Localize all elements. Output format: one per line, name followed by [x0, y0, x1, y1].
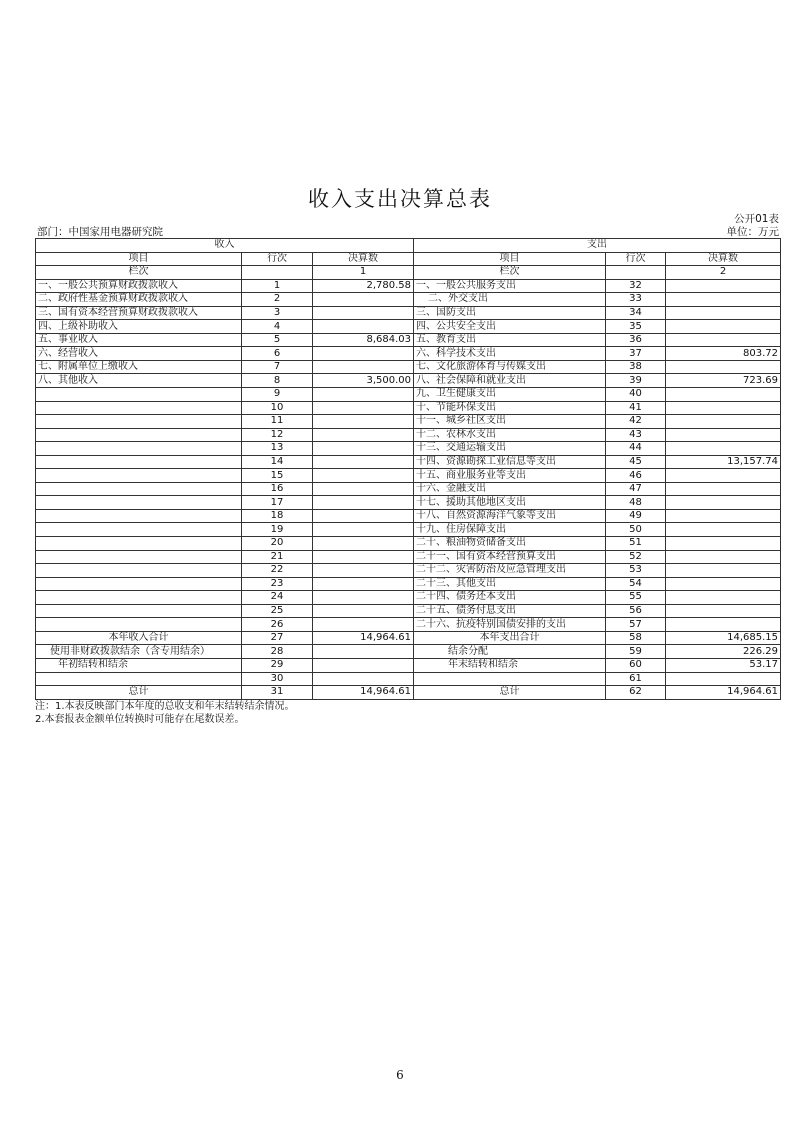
table-row [36, 523, 781, 537]
table-row [36, 320, 781, 334]
income-amount-cell [313, 645, 414, 659]
expense-column-label: 栏次 [414, 266, 606, 280]
table-row [36, 469, 781, 483]
expense-line-cell: 49 [606, 509, 666, 523]
income-line-cell: 8 [242, 374, 313, 388]
expense-item-cell: 总计 [414, 686, 606, 700]
expense-line-cell: 33 [606, 293, 666, 307]
income-line-cell: 10 [242, 401, 313, 415]
income-item-cell: 五、事业收入 [36, 333, 242, 347]
expense-line-cell: 43 [606, 428, 666, 442]
table-row [36, 360, 781, 374]
expense-item-cell: 二十三、其他支出 [414, 577, 606, 591]
expense-amount-cell [666, 293, 781, 307]
expense-amount-cell: 723.69 [666, 374, 781, 388]
expense-line-cell: 45 [606, 455, 666, 469]
column-index-row [36, 266, 781, 280]
expense-item-cell: 本年支出合计 [414, 631, 606, 645]
income-amount-cell [313, 523, 414, 537]
expense-amount-cell [666, 388, 781, 402]
income-item-cell [36, 455, 242, 469]
table-row [36, 401, 781, 415]
income-amount-cell [313, 388, 414, 402]
income-amount-cell [313, 537, 414, 551]
empty-cell [242, 266, 313, 280]
expense-line-cell: 53 [606, 564, 666, 578]
expense-item-cell: 九、卫生健康支出 [414, 388, 606, 402]
income-amount-cell [313, 672, 414, 686]
table-row [36, 591, 781, 605]
expense-amount-cell [666, 333, 781, 347]
income-amount-cell [313, 591, 414, 605]
expense-line-cell: 47 [606, 482, 666, 496]
expense-amount-cell [666, 415, 781, 429]
table-row [36, 428, 781, 442]
expense-line-cell: 58 [606, 631, 666, 645]
note-line: 注：1.本表反映部门本年度的总收支和年末结转结余情况。 [35, 701, 295, 712]
income-item-cell [36, 428, 242, 442]
expense-amount-cell [666, 482, 781, 496]
expense-amount-cell [666, 401, 781, 415]
income-item-cell: 本年收入合计 [36, 631, 242, 645]
expense-amount-cell [666, 618, 781, 632]
income-item-cell [36, 550, 242, 564]
expense-amount-cell [666, 469, 781, 483]
expense-line-cell: 48 [606, 496, 666, 510]
income-line-cell: 27 [242, 631, 313, 645]
income-line-cell: 21 [242, 550, 313, 564]
income-line-cell: 14 [242, 455, 313, 469]
total-row [36, 658, 781, 672]
income-line-cell: 31 [242, 686, 313, 700]
table-row [36, 604, 781, 618]
income-amount-cell: 14,964.61 [313, 686, 414, 700]
expense-item-cell: 三、国防支出 [414, 306, 606, 320]
income-amount-cell [313, 577, 414, 591]
table-row [36, 279, 781, 293]
income-item-cell [36, 401, 242, 415]
income-amount-cell [313, 482, 414, 496]
income-line-header: 行次 [242, 252, 313, 266]
income-item-cell [36, 415, 242, 429]
income-item-cell: 年初结转和结余 [36, 658, 242, 672]
expense-line-cell: 37 [606, 347, 666, 361]
expense-line-cell: 57 [606, 618, 666, 632]
table-row [36, 293, 781, 307]
expense-item-cell: 二十一、国有资本经营预算支出 [414, 550, 606, 564]
income-item-cell [36, 523, 242, 537]
table-row [36, 442, 781, 456]
expense-item-cell: 二十六、抗疫特别国债安排的支出 [414, 618, 606, 632]
expense-amount-cell [666, 306, 781, 320]
expense-item-cell: 五、教育支出 [414, 333, 606, 347]
department-label: 部门：中国家用电器研究院 [37, 226, 163, 238]
expense-amount-cell [666, 279, 781, 293]
expense-item-cell: 年末结转和结余 [414, 658, 606, 672]
expense-item-cell: 十二、农林水支出 [414, 428, 606, 442]
expense-item-cell: 二十五、债务付息支出 [414, 604, 606, 618]
expense-column-index: 2 [666, 266, 781, 280]
income-item-cell: 总计 [36, 686, 242, 700]
expense-amount-cell: 14,685.15 [666, 631, 781, 645]
income-amount-cell [313, 401, 414, 415]
column-header-row [36, 252, 781, 266]
expense-amount-header: 决算数 [666, 252, 781, 266]
income-expense-table [35, 238, 781, 700]
expense-line-cell: 52 [606, 550, 666, 564]
table-row [36, 333, 781, 347]
income-amount-cell [313, 469, 414, 483]
expense-item-cell: 结余分配 [414, 645, 606, 659]
total-row [36, 631, 781, 645]
expense-line-cell: 59 [606, 645, 666, 659]
income-line-cell: 13 [242, 442, 313, 456]
income-item-header: 项目 [36, 252, 242, 266]
expense-item-cell: 十五、商业服务业等支出 [414, 469, 606, 483]
expense-line-cell: 54 [606, 577, 666, 591]
table-row [36, 618, 781, 632]
income-item-cell [36, 618, 242, 632]
income-amount-cell [313, 509, 414, 523]
empty-cell [606, 266, 666, 280]
income-item-cell [36, 591, 242, 605]
expense-amount-cell [666, 360, 781, 374]
unit-label: 单位：万元 [726, 226, 779, 238]
income-item-cell: 使用非财政拨款结余（含专用结余） [36, 645, 242, 659]
expense-amount-cell: 13,157.74 [666, 455, 781, 469]
expense-line-cell: 32 [606, 279, 666, 293]
income-item-cell [36, 482, 242, 496]
income-item-cell: 二、政府性基金预算财政拨款收入 [36, 293, 242, 307]
income-amount-cell: 2,780.58 [313, 279, 414, 293]
section-header-row [36, 239, 781, 253]
income-line-cell: 11 [242, 415, 313, 429]
expense-line-cell: 39 [606, 374, 666, 388]
income-item-cell: 六、经营收入 [36, 347, 242, 361]
expense-line-cell: 62 [606, 686, 666, 700]
expense-amount-cell [666, 509, 781, 523]
income-amount-cell [313, 306, 414, 320]
income-amount-cell [313, 320, 414, 334]
income-item-cell [36, 672, 242, 686]
expense-item-cell: 十一、城乡社区支出 [414, 415, 606, 429]
page-title: 收入支出决算总表 [308, 187, 492, 211]
expense-line-cell: 60 [606, 658, 666, 672]
expense-item-cell: 六、科学技术支出 [414, 347, 606, 361]
table-row [36, 482, 781, 496]
income-item-cell: 一、一般公共预算财政拨款收入 [36, 279, 242, 293]
income-amount-cell: 14,964.61 [313, 631, 414, 645]
note-line: 2.本套报表金额单位转换时可能存在尾数误差。 [35, 714, 245, 725]
income-amount-cell [313, 442, 414, 456]
income-column-label: 栏次 [36, 266, 242, 280]
income-item-cell [36, 604, 242, 618]
expense-line-cell: 34 [606, 306, 666, 320]
income-amount-cell: 3,500.00 [313, 374, 414, 388]
expense-item-cell: 二、外交支出 [414, 293, 606, 307]
income-line-cell: 15 [242, 469, 313, 483]
table-row [36, 550, 781, 564]
income-item-cell [36, 577, 242, 591]
notes [35, 700, 295, 726]
expense-item-header: 项目 [414, 252, 606, 266]
income-line-cell: 24 [242, 591, 313, 605]
expense-amount-cell: 803.72 [666, 347, 781, 361]
expense-item-cell: 二十四、债务还本支出 [414, 591, 606, 605]
expense-item-cell: 十九、住房保障支出 [414, 523, 606, 537]
income-item-cell: 八、其他收入 [36, 374, 242, 388]
income-amount-cell [313, 496, 414, 510]
table-row [36, 509, 781, 523]
expense-item-cell: 四、公共安全支出 [414, 320, 606, 334]
income-line-cell: 17 [242, 496, 313, 510]
expense-amount-cell [666, 577, 781, 591]
page-number: 6 [396, 1068, 404, 1082]
income-line-cell: 30 [242, 672, 313, 686]
table-row [36, 388, 781, 402]
income-item-cell: 七、附属单位上缴收入 [36, 360, 242, 374]
expense-line-cell: 40 [606, 388, 666, 402]
expense-item-cell: 十、节能环保支出 [414, 401, 606, 415]
expense-item-cell: 十八、自然资源海洋气象等支出 [414, 509, 606, 523]
income-column-index: 1 [313, 266, 414, 280]
income-amount-cell [313, 618, 414, 632]
expense-line-cell: 61 [606, 672, 666, 686]
expense-item-cell [414, 672, 606, 686]
income-line-cell: 18 [242, 509, 313, 523]
expense-amount-cell [666, 523, 781, 537]
income-section-header: 收入 [36, 239, 414, 253]
expense-amount-cell [666, 442, 781, 456]
form-code: 公开01表 [734, 213, 779, 225]
expense-item-cell: 一、一般公共服务支出 [414, 279, 606, 293]
income-line-cell: 2 [242, 293, 313, 307]
expense-line-cell: 36 [606, 333, 666, 347]
income-line-cell: 9 [242, 388, 313, 402]
income-item-cell [36, 496, 242, 510]
expense-item-cell: 七、文化旅游体育与传媒支出 [414, 360, 606, 374]
expense-amount-cell [666, 496, 781, 510]
income-amount-cell [313, 428, 414, 442]
income-line-cell: 16 [242, 482, 313, 496]
income-amount-cell [313, 293, 414, 307]
income-amount-cell [313, 415, 414, 429]
income-line-cell: 29 [242, 658, 313, 672]
income-amount-cell [313, 658, 414, 672]
expense-amount-cell [666, 604, 781, 618]
income-line-cell: 19 [242, 523, 313, 537]
expense-item-cell: 八、社会保障和就业支出 [414, 374, 606, 388]
income-item-cell [36, 388, 242, 402]
income-amount-header: 决算数 [313, 252, 414, 266]
income-item-cell [36, 564, 242, 578]
expense-line-header: 行次 [606, 252, 666, 266]
income-amount-cell [313, 604, 414, 618]
income-amount-cell [313, 455, 414, 469]
expense-line-cell: 56 [606, 604, 666, 618]
table-row [36, 537, 781, 551]
total-row [36, 686, 781, 700]
income-amount-cell [313, 360, 414, 374]
expense-line-cell: 55 [606, 591, 666, 605]
income-amount-cell [313, 550, 414, 564]
expense-line-cell: 50 [606, 523, 666, 537]
income-line-cell: 5 [242, 333, 313, 347]
expense-amount-cell: 53.17 [666, 658, 781, 672]
income-item-cell [36, 442, 242, 456]
income-line-cell: 4 [242, 320, 313, 334]
expense-amount-cell [666, 537, 781, 551]
table-row [36, 564, 781, 578]
expense-item-cell: 二十二、灾害防治及应急管理支出 [414, 564, 606, 578]
income-line-cell: 28 [242, 645, 313, 659]
income-line-cell: 1 [242, 279, 313, 293]
income-amount-cell [313, 564, 414, 578]
income-line-cell: 20 [242, 537, 313, 551]
table-row [36, 455, 781, 469]
table-row [36, 577, 781, 591]
expense-item-cell: 十七、援助其他地区支出 [414, 496, 606, 510]
expense-amount-cell [666, 672, 781, 686]
income-item-cell [36, 509, 242, 523]
income-line-cell: 3 [242, 306, 313, 320]
income-line-cell: 22 [242, 564, 313, 578]
expense-amount-cell [666, 591, 781, 605]
expense-line-cell: 35 [606, 320, 666, 334]
expense-line-cell: 51 [606, 537, 666, 551]
expense-item-cell: 十六、金融支出 [414, 482, 606, 496]
income-line-cell: 26 [242, 618, 313, 632]
income-line-cell: 25 [242, 604, 313, 618]
expense-amount-cell [666, 550, 781, 564]
income-item-cell: 三、国有资本经营预算财政拨款收入 [36, 306, 242, 320]
income-item-cell: 四、上级补助收入 [36, 320, 242, 334]
expense-section-header: 支出 [414, 239, 781, 253]
expense-line-cell: 38 [606, 360, 666, 374]
table-row [36, 347, 781, 361]
income-item-cell [36, 469, 242, 483]
table-row [36, 415, 781, 429]
expense-item-cell: 十四、资源勘探工业信息等支出 [414, 455, 606, 469]
expense-line-cell: 42 [606, 415, 666, 429]
income-item-cell [36, 537, 242, 551]
expense-item-cell: 二十、粮油物资储备支出 [414, 537, 606, 551]
expense-amount-cell: 226.29 [666, 645, 781, 659]
income-amount-cell [313, 347, 414, 361]
income-line-cell: 23 [242, 577, 313, 591]
expense-line-cell: 46 [606, 469, 666, 483]
table-row [36, 374, 781, 388]
expense-amount-cell [666, 428, 781, 442]
expense-amount-cell [666, 564, 781, 578]
expense-item-cell: 十三、交通运输支出 [414, 442, 606, 456]
income-line-cell: 6 [242, 347, 313, 361]
total-row [36, 672, 781, 686]
expense-amount-cell [666, 320, 781, 334]
income-line-cell: 12 [242, 428, 313, 442]
total-row [36, 645, 781, 659]
expense-amount-cell: 14,964.61 [666, 686, 781, 700]
table-row [36, 306, 781, 320]
table-row [36, 496, 781, 510]
expense-line-cell: 44 [606, 442, 666, 456]
income-amount-cell: 8,684.03 [313, 333, 414, 347]
expense-line-cell: 41 [606, 401, 666, 415]
income-line-cell: 7 [242, 360, 313, 374]
